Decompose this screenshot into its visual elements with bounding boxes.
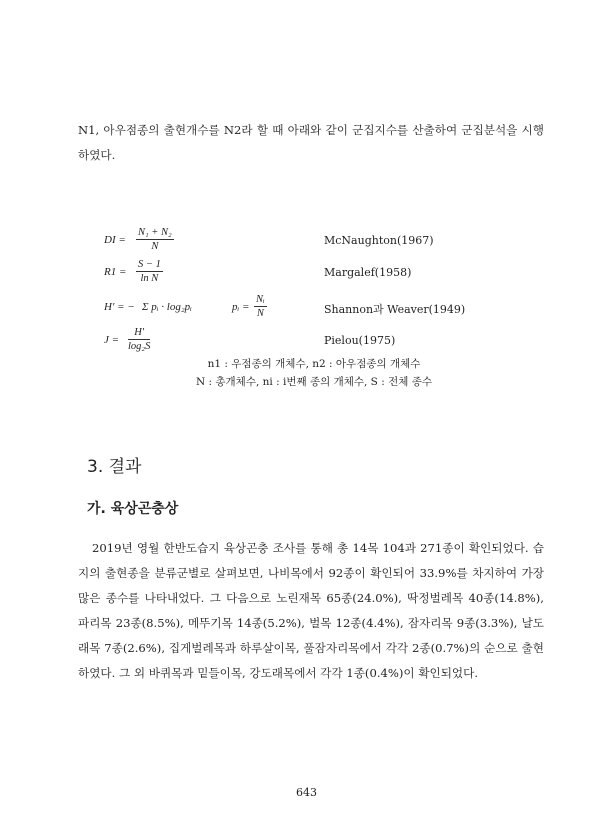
subsection-title: 가. 육상곤충상 (87, 501, 179, 517)
formula-fraction (136, 258, 163, 285)
formula-fraction (128, 326, 150, 353)
formula-expression: Σ pᵢ · log₂pᵢ (142, 301, 192, 313)
formula-denominator: log₂S (128, 341, 151, 352)
formula-fraction (254, 293, 267, 320)
formula-denominator: ln N (140, 273, 159, 284)
formula-note: N : 총개체수, ni : i번째 종의 개체수, S : 전체 종수 (195, 376, 432, 388)
formula-numerator: Nᵢ (256, 294, 265, 305)
intro-paragraph: N1, 아우점종의 출현개수를 N2라 할 때 아래와 같이 군집지수를 산출하여 군집분석을 시행하였다. (78, 123, 544, 162)
formula-name: Pielou(1975) (324, 334, 396, 347)
formula-denominator: N (151, 241, 159, 252)
formula-label: H′ = − (104, 301, 135, 313)
formula-extra-label: pᵢ = (232, 301, 250, 313)
formula-name: Margalef(1958) (324, 266, 412, 279)
formula-row-mcnaughton (104, 226, 524, 256)
page-number: 643 (296, 786, 317, 799)
formula-row-shannon (104, 292, 524, 324)
formula-label: R1 = (104, 266, 127, 278)
formula-label: J = (104, 334, 120, 346)
formula-numerator: S − 1 (138, 259, 161, 270)
formula-fraction (136, 226, 174, 253)
formula-row-pielou (104, 326, 524, 356)
formula-note: n1 : 우점종의 개체수, n2 : 아우점종의 개체수 (207, 358, 421, 370)
formula-denominator: N (256, 308, 264, 319)
section-title: 3. 결과 (87, 457, 142, 477)
formula-numerator: H′ (128, 326, 150, 340)
formula-numerator: N₁ + N₂ (138, 227, 172, 238)
result-paragraph: 2019년 영월 한반도습지 육상곤충 조사를 통해 총 14목 104과 271종이 확인되었다. 습지의 출현종을 분류군별로 살펴보면, 나비목에서 92종이 확인되어 33.9%를 차지하여 가장 많은 종수를 나타내었다. 그 다음으로 노린재목 65종(24.0%), 딱정벌레목 40종(14.8%), 파리목 23종(8.5%), 메뚜기목 14종(5.2%), 벌목 12종(4.4%), 잠자리목 9종(3.3%), 날도래목 7종(2.6%), 집게벌레목과 하루살이목, 풀잠자리목에서 각각 2종(0.7%)의 순으로 출현하였다. 그 외 바퀴목과 밑들이목, 강도래목에서 각각 1종(0.4%)이 확인되었다. (78, 541, 544, 680)
formula-row-margalef (104, 258, 524, 288)
formula-name: McNaughton(1967) (324, 234, 434, 247)
formula-name: Shannon과 Weaver(1949) (324, 303, 466, 316)
formula-label: DI = (104, 234, 126, 246)
formula-block (104, 222, 524, 392)
